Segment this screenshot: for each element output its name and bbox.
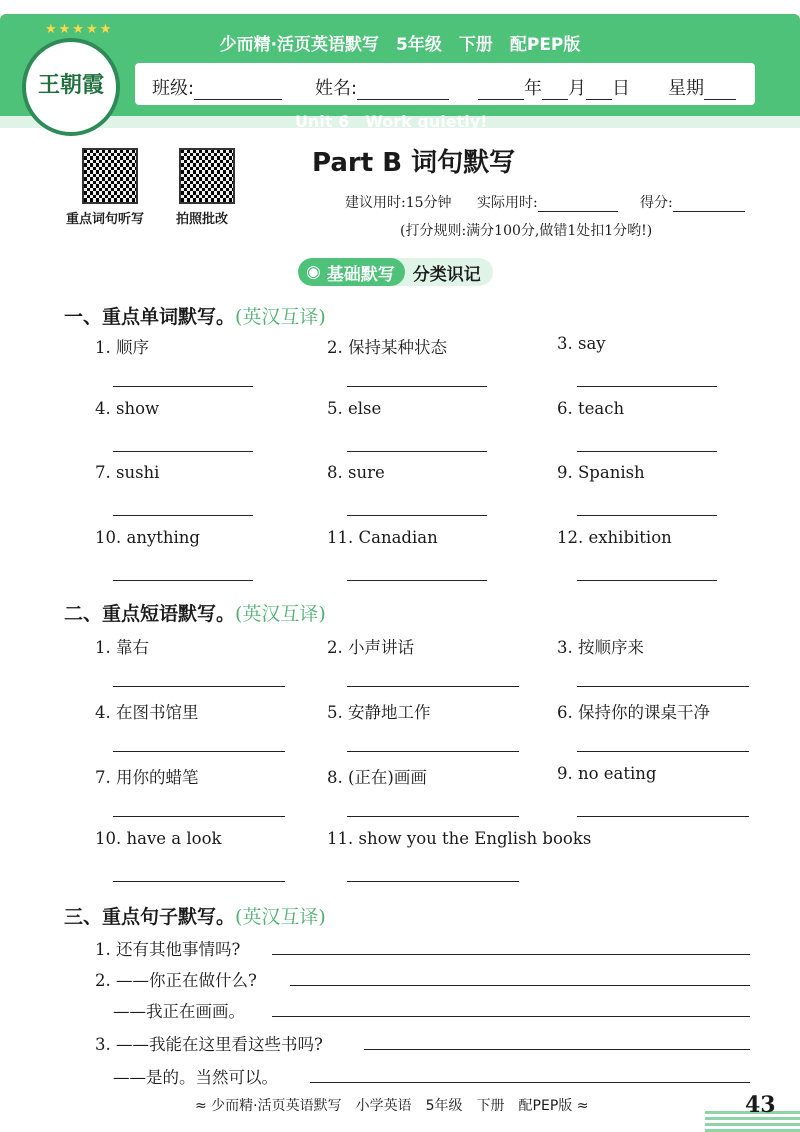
section-words-title: 一、重点单词默写。(英汉互译) bbox=[64, 306, 326, 328]
badge-basic: ◉ 基础默写 bbox=[298, 258, 405, 286]
scoring-rule: (打分规则:满分100分,做错1处扣1分哟!) bbox=[400, 223, 653, 239]
page-title: Part B 词句默写 bbox=[312, 148, 516, 178]
weekday-field[interactable]: 星期 bbox=[668, 74, 736, 100]
answer-line[interactable] bbox=[347, 686, 519, 687]
question-item: 5. 安静地工作 bbox=[327, 703, 431, 722]
answer-line[interactable] bbox=[113, 515, 253, 516]
answer-line[interactable] bbox=[113, 580, 253, 581]
qr-caption-dictation: 重点词句听写 bbox=[66, 212, 145, 227]
question-item: 5. else bbox=[327, 399, 382, 418]
actual-time-field[interactable]: 实际用时: bbox=[477, 192, 618, 212]
answer-line[interactable] bbox=[347, 580, 487, 581]
question-item: 1. 顺序 bbox=[95, 338, 149, 357]
question-item: 2. 保持某种状态 bbox=[327, 338, 447, 357]
question-item: 4. show bbox=[95, 399, 160, 418]
date-field[interactable]: 年 月 日 bbox=[478, 74, 630, 100]
sentence-item: 2. ——你正在做什么? bbox=[95, 971, 257, 990]
name-field[interactable]: 姓名: bbox=[315, 74, 449, 100]
score-field[interactable]: 得分: bbox=[640, 192, 745, 212]
star-icon: ★★★★★ bbox=[45, 22, 114, 37]
answer-line[interactable] bbox=[113, 686, 285, 687]
logo-text: 王朝霞 bbox=[37, 72, 104, 98]
badge-category: 分类识记 bbox=[412, 264, 481, 285]
sentence-item: 1. 还有其他事情吗? bbox=[95, 940, 241, 959]
answer-line[interactable] bbox=[577, 751, 749, 752]
answer-line[interactable] bbox=[113, 451, 253, 452]
answer-line[interactable] bbox=[577, 451, 717, 452]
section-badge bbox=[298, 258, 493, 286]
section-sentences-title: 三、重点句子默写。(英汉互译) bbox=[64, 906, 326, 928]
answer-line[interactable] bbox=[347, 386, 487, 387]
question-item: 7. 用你的蜡笔 bbox=[95, 768, 199, 787]
question-item: 9. no eating bbox=[557, 764, 657, 783]
answer-line[interactable] bbox=[347, 816, 519, 817]
question-item: 1. 靠右 bbox=[95, 638, 149, 657]
answer-line[interactable] bbox=[577, 816, 749, 817]
answer-line[interactable] bbox=[577, 580, 717, 581]
question-item: 12. exhibition bbox=[557, 528, 672, 547]
page-number: 43 bbox=[745, 1092, 776, 1118]
question-item: 6. 保持你的课桌干净 bbox=[557, 703, 710, 722]
question-item: 11. show you the English books bbox=[327, 829, 592, 848]
class-field[interactable]: 班级: bbox=[152, 74, 282, 100]
answer-line[interactable] bbox=[310, 1082, 750, 1083]
answer-line[interactable] bbox=[347, 515, 487, 516]
question-item: 3. say bbox=[557, 334, 606, 353]
answer-line[interactable] bbox=[272, 954, 750, 955]
section-phrases-title: 二、重点短语默写。(英汉互译) bbox=[64, 603, 326, 625]
question-item: 4. 在图书馆里 bbox=[95, 703, 199, 722]
question-item: 10. anything bbox=[95, 528, 200, 547]
question-item: 2. 小声讲话 bbox=[327, 638, 414, 657]
answer-line[interactable] bbox=[113, 816, 285, 817]
question-item: 3. 按顺序来 bbox=[557, 638, 644, 657]
sentence-item: ——是的。当然可以。 bbox=[113, 1068, 278, 1087]
question-item: 8. sure bbox=[327, 463, 385, 482]
answer-line[interactable] bbox=[347, 881, 519, 882]
question-item: 6. teach bbox=[557, 399, 625, 418]
qr-caption-grading: 拍照批改 bbox=[176, 212, 229, 227]
unit-title: Unit 6 Work quietly! bbox=[295, 112, 488, 131]
answer-line[interactable] bbox=[113, 751, 285, 752]
answer-line[interactable] bbox=[113, 881, 285, 882]
answer-line[interactable] bbox=[113, 386, 253, 387]
answer-line[interactable] bbox=[347, 451, 487, 452]
question-item: 8. (正在)画画 bbox=[327, 768, 427, 787]
answer-line[interactable] bbox=[290, 985, 750, 986]
qr-code-icon[interactable] bbox=[82, 148, 138, 204]
question-item: 7. sushi bbox=[95, 463, 160, 482]
qr-code-icon[interactable] bbox=[179, 148, 235, 204]
question-item: 10. have a look bbox=[95, 829, 222, 848]
series-title: 少而精·活页英语默写 5年级 下册 配PEP版 bbox=[219, 35, 581, 55]
answer-line[interactable] bbox=[364, 1049, 750, 1050]
answer-line[interactable] bbox=[272, 1016, 750, 1017]
sentence-item: 3. ——我能在这里看这些书吗? bbox=[95, 1035, 323, 1054]
question-item: 11. Canadian bbox=[327, 528, 438, 547]
answer-line[interactable] bbox=[577, 686, 749, 687]
suggested-time: 建议用时:15分钟 bbox=[345, 195, 452, 211]
answer-line[interactable] bbox=[577, 515, 717, 516]
footer-text: ≈ 少而精·活页英语默写 小学英语 5年级 下册 配PEP版 ≈ bbox=[195, 1098, 589, 1114]
logo bbox=[22, 38, 120, 136]
sentence-item: ——我正在画画。 bbox=[113, 1002, 245, 1021]
answer-line[interactable] bbox=[347, 751, 519, 752]
question-item: 9. Spanish bbox=[557, 463, 645, 482]
answer-line[interactable] bbox=[577, 386, 717, 387]
